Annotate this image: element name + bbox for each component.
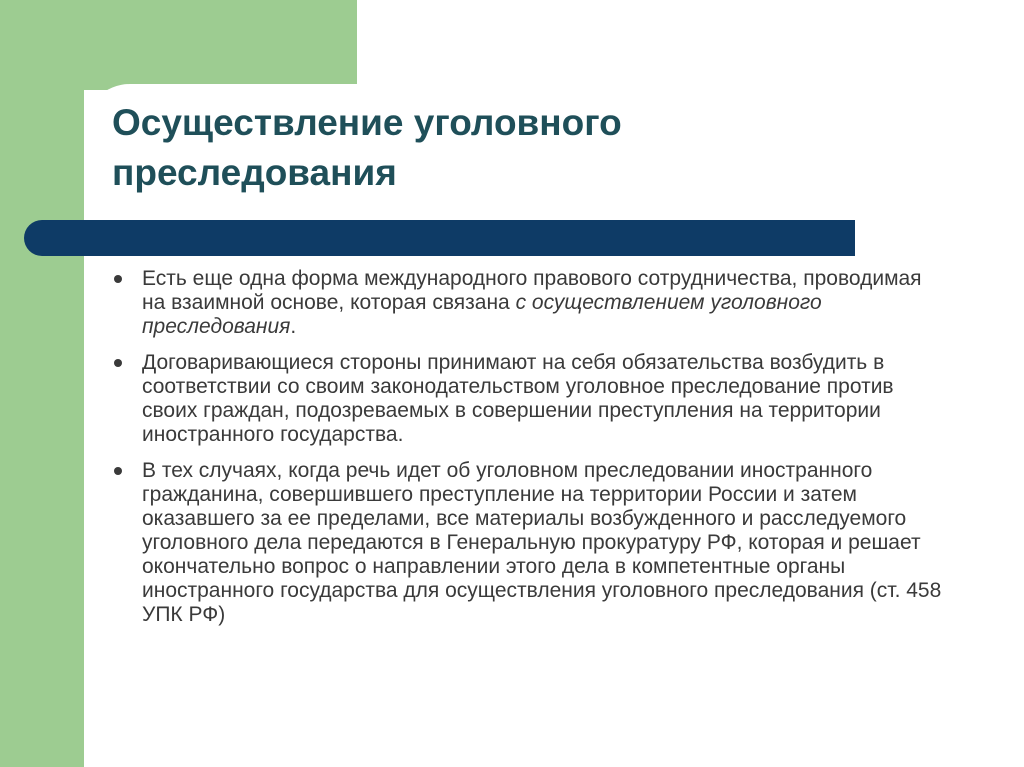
bullet-3-text: В тех случаях, когда речь идет об уголовном преследовании иностранного гражданина, совершившего преступление на территории России и затем оказавшего за ее пределами, все материалы возбужденного и расследуемого уголовного дела передаются в Генеральную прокуратуру РФ, которая и решает окончательно вопрос о направлении этого дела в компетентные органы иностранного государства для осуществления уголовного преследования (ст. 458 УПК РФ)	[142, 459, 942, 626]
bullet-2-text: Договаривающиеся стороны принимают на себя обязательства возбудить в соответствии со своим законодательством уголовное преследование против своих граждан, подозреваемых в совершении преступления на территории иностранного государства.	[142, 351, 894, 446]
bullet-dot-icon	[114, 275, 122, 283]
bullet-1-emphasis: с осуществлением уголовного преследования	[142, 291, 822, 338]
bullet-1-text-end: .	[290, 315, 297, 338]
title-divider-bar	[24, 220, 855, 256]
bullet-dot-icon	[114, 359, 122, 367]
slide-title: Осуществление уголовного преследования	[112, 102, 622, 193]
bullet-item-3	[108, 459, 948, 627]
bullet-1-text: Есть еще одна форма международного правового сотрудничества, проводимая на взаимной основе, которая связана	[142, 267, 922, 314]
bullet-dot-icon	[114, 467, 122, 475]
bullet-item-1	[108, 267, 948, 339]
decorative-green-strip-left	[0, 0, 84, 767]
bullet-list	[108, 267, 948, 639]
bullet-item-2	[108, 351, 948, 447]
